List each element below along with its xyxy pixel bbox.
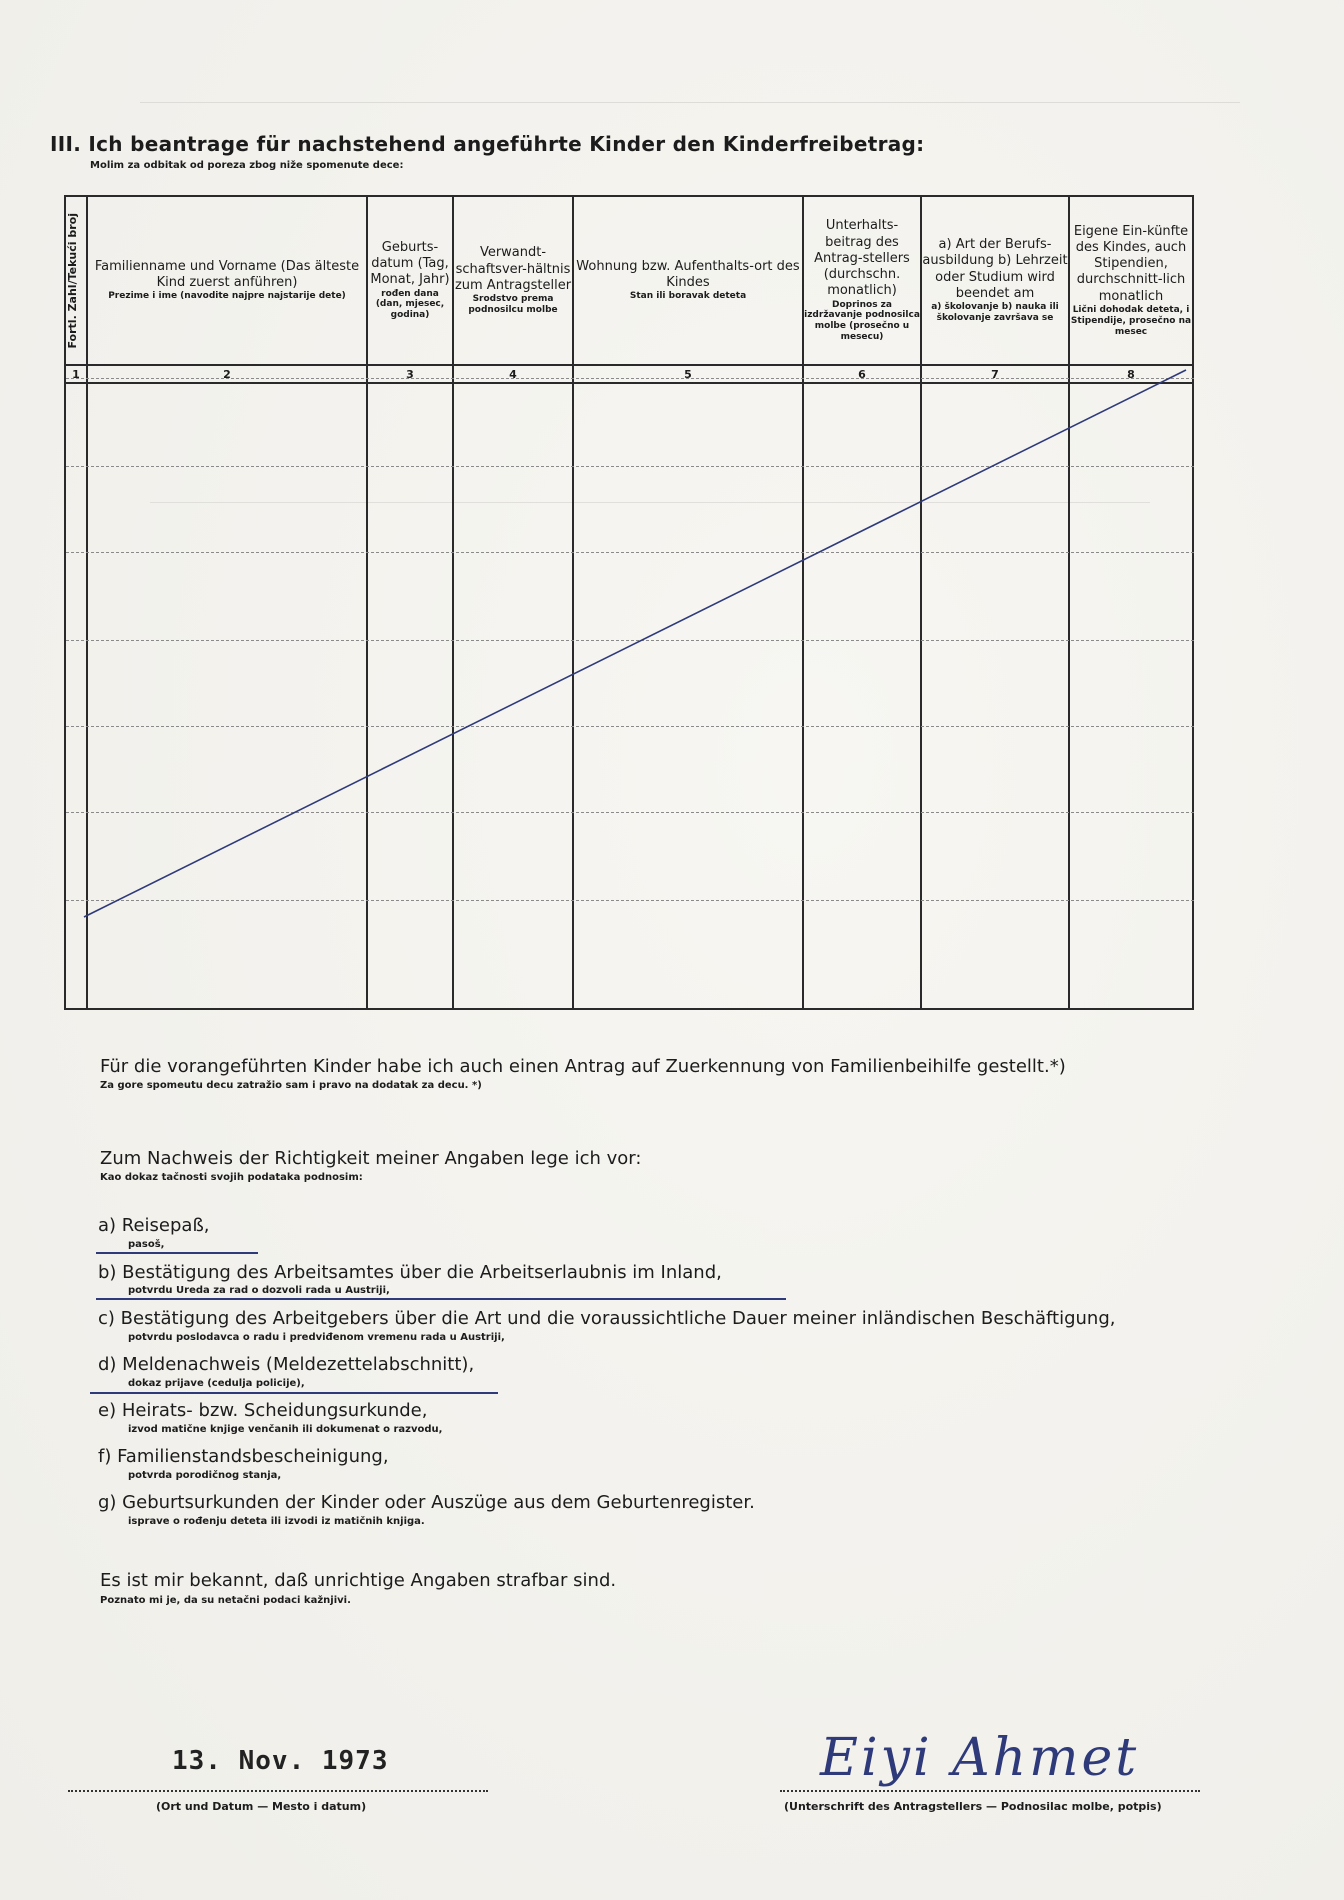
pen-underline — [90, 1392, 498, 1394]
signature: Eiyi Ahmet — [820, 1728, 1140, 1788]
warning-statement: Es ist mir bekannt, daß unrichtige Angaben strafbar sind. — [100, 1570, 617, 1591]
evidence-item-d: d) Meldenachweis (Meldezettelabschnitt), — [98, 1354, 475, 1375]
column-number: 6 — [803, 365, 921, 383]
header-col-7: a) Art der Berufs-ausbildung b) Lehrzeit oder Studium wird beendet am a) školovanje b) nauka ili školovanje završava se — [921, 196, 1069, 365]
header-col-8: Eigene Ein-künfte des Kindes, auch Stipendien, durchschnitt-lich monatlich Lični dohodak deteta, i Stipendije, prosečno na mesec — [1069, 196, 1193, 365]
evidence-item-e: e) Heirats- bzw. Scheidungsurkunde, — [98, 1400, 428, 1421]
evidence-item-e-translation: izvod matične knjige venčanih ili dokumenat o razvodu, — [128, 1424, 443, 1435]
header-col-2: Familienname und Vorname (Das älteste Kind zuerst anführen) Prezime i ime (navodite najpre najstarije dete) — [87, 196, 367, 365]
header-col-3: Geburts-datum (Tag, Monat, Jahr) rođen dana (dan, mjesec, godina) — [367, 196, 453, 365]
column-number: 3 — [367, 365, 453, 383]
benefit-statement: Für die vorangeführten Kinder habe ich auch einen Antrag auf Zuerkennung von Familienbeihilfe gestellt.*) — [100, 1056, 1066, 1077]
evidence-item-c-translation: potvrdu poslodavca o radu i predviđenom vremenu rada u Austriji, — [128, 1332, 505, 1343]
evidence-item-d-translation: dokaz prijave (cedulja policije), — [128, 1378, 305, 1389]
evidence-intro: Zum Nachweis der Richtigkeit meiner Angaben lege ich vor: — [100, 1148, 642, 1169]
column-number: 2 — [87, 365, 367, 383]
evidence-item-b-translation: potvrdu Ureda za rad o dozvoli rada u Austriji, — [128, 1285, 390, 1296]
signature-caption: (Unterschrift des Antragstellers — Podnosilac molbe, potpis) — [784, 1800, 1162, 1813]
column-number: 8 — [1069, 365, 1193, 383]
warning-translation: Poznato mi je, da su netačni podaci kažnjivi. — [100, 1595, 351, 1606]
header-col-4: Verwandt-schaftsver-hältnis zum Antragsteller Srodstvo prema podnosilcu molbe — [453, 196, 573, 365]
evidence-item-b: b) Bestätigung des Arbeitsamtes über die Arbeitserlaubnis im Inland, — [98, 1262, 722, 1283]
benefit-statement-translation: Za gore spomeutu decu zatražio sam i pravo na dodatak za decu. *) — [100, 1080, 482, 1091]
header-col-1: Fortl. Zahl/Tekući broj — [65, 196, 87, 365]
column-number: 1 — [65, 365, 87, 383]
evidence-item-c: c) Bestätigung des Arbeitgebers über die Art und die voraussichtliche Dauer meiner inländischen Beschäftigung, — [98, 1308, 1116, 1329]
evidence-intro-translation: Kao dokaz tačnosti svojih podataka podnosim: — [100, 1172, 363, 1183]
evidence-item-a-translation: pasoš, — [128, 1239, 165, 1250]
section-subtitle: Molim za odbitak od poreza zbog niže spomenute dece: — [90, 160, 404, 171]
date-line — [68, 1790, 488, 1792]
column-number: 5 — [573, 365, 803, 383]
header-col-6: Unterhalts-beitrag des Antrag-stellers (durchschn. monatlich) Doprinos za izdržavanje podnosilca molbe (prosečno u mesecu) — [803, 196, 921, 365]
date-stamp: 13. Nov. 1973 — [172, 1746, 389, 1776]
evidence-item-f: f) Familienstandsbescheinigung, — [98, 1446, 389, 1467]
place-date-caption: (Ort und Datum — Mesto i datum) — [156, 1800, 367, 1813]
section-title: III. Ich beantrage für nachstehend angeführte Kinder den Kinderfreibetrag: — [50, 132, 925, 156]
evidence-item-f-translation: potvrda porodičnog stanja, — [128, 1470, 282, 1481]
evidence-item-g: g) Geburtsurkunden der Kinder oder Auszüge aus dem Geburtenregister. — [98, 1492, 755, 1513]
header-col-5: Wohnung bzw. Aufenthalts-ort des Kindes Stan ili boravak deteta — [573, 196, 803, 365]
column-number: 4 — [453, 365, 573, 383]
evidence-item-a: a) Reisepaß, — [98, 1215, 210, 1236]
pen-underline — [96, 1298, 786, 1300]
column-number: 7 — [921, 365, 1069, 383]
pen-underline — [96, 1252, 258, 1254]
signature-line — [780, 1790, 1200, 1792]
evidence-item-g-translation: isprave o rođenju deteta ili izvodi iz matičnih knjiga. — [128, 1516, 425, 1527]
